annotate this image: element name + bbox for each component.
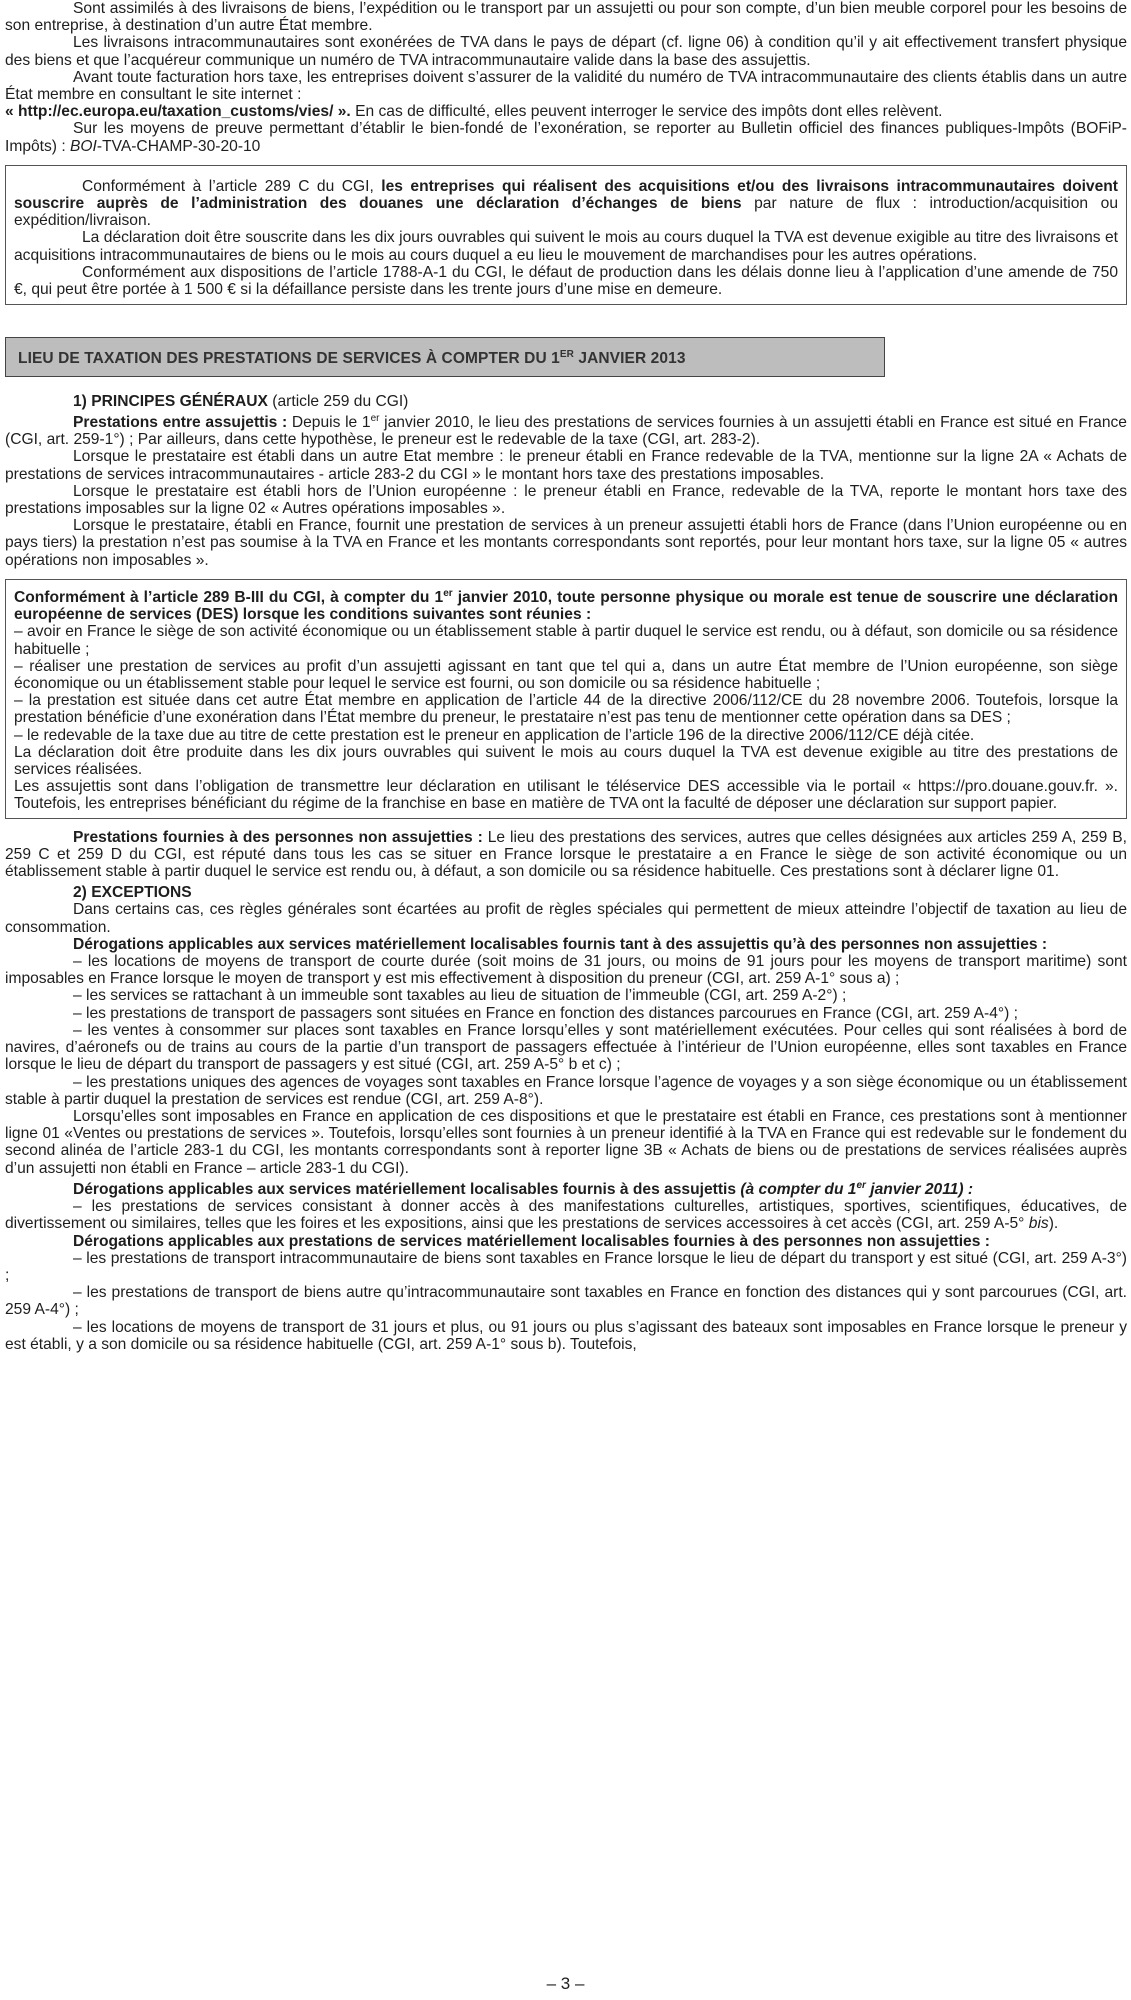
- derogation-1-item: – les ventes à consommer sur places sont taxables en France lorsqu’elles y sont matériellement exécutées. Pour celles qui sont réalisées à bord de navires, d’aéronefs ou de trains au cours de la partie d’un transport de passagers effectuée à l’intérieur de l’Union européenne, elles sont taxables en France lorsque le lieu de départ du transport de passagers y est situé (CGI, art. 259 A-5° b et c) ;: [5, 1021, 1127, 1074]
- derogation-1-item: – les services se rattachant à un immeuble sont taxables au lieu de situation de l’immeuble (CGI, art. 259 A-2°) ;: [73, 987, 847, 1005]
- paragraph-exceptions-intro: Dans certains cas, ces règles générales sont écartées au profit de règles spéciales qui permettent de mieux atteindre l’objectif de taxation au lieu de consommation.: [5, 901, 1127, 936]
- derogation-2-title-text: Dérogations applicables aux services matériellement localisables fournis à des assujettis: [73, 1180, 737, 1198]
- derogation-3-item: – les prestations de transport intracommunautaire de biens sont taxables en France lorsque le lieu de départ du transport y est situé (CGI, art. 259 A-3°) ;: [5, 1249, 1127, 1284]
- paragraph-facturation: [5, 69, 1127, 121]
- paragraph-imposables-france: Lorsqu’elles sont imposables en France en application de ces dispositions et que le prestataire est établi en France, ces prestations sont à mentionner ligne 01 «Ventes ou prestations de services ». Toutefois, lorsqu’elles sont fournies à un preneur identifié à la TVA en France qui est redevable sur le fondement du second alinéa de l’article 283-1 du CGI, les montants correspondants sont à reporter ligne 3B « Achats de biens ou de prestations de services réalisées auprès d’un assujetti non établi en France – article 283-1 du CGI).: [5, 1107, 1127, 1177]
- box2-paragraph-2: Les assujettis sont dans l’obligation de transmettre leur déclaration en utilisant le téléservice DES accessible via le portail « https://pro.douane.gouv.fr. ». Toutefois, les entreprises bénéficiant du régime de la franchise en base en matière de TVA ont la faculté de déposer une déclaration sur support papier.: [14, 778, 1118, 813]
- paragraph-etabli-france: Lorsque le prestataire, établi en France, fournit une prestation de services à un preneur assujetti établi hors de France (dans l’Union européenne ou en pays tiers) la prestation n’est pas soumise à la TVA en France et les montants correspondants sont reportés, pour leur montant hors taxe, sur la ligne 05 « autres opérations non imposables ».: [5, 517, 1127, 569]
- paragraph-hors-ue: Lorsque le prestataire est établi hors de l’Union européenne : le preneur établi en France, redevable de la TVA, reporte le montant hors taxe des prestations imposables sur la ligne 02 « Autres opérations imposables ».: [5, 482, 1127, 518]
- derogation-2-date-a: (à compter du 1: [736, 1180, 857, 1198]
- box1-paragraph-3: Conformément aux dispositions de l’article 1788-A-1 du CGI, le défaut de production dans les délais donne lieu à l’application d’une amende de 750 €, qui peut être portée à 1 500 € si la défaillance persiste dans les trente jours d’une mise en demeure.: [14, 263, 1118, 299]
- facturation-end: En cas de difficulté, elles peuvent interroger le service des impôts dont elles relèvent.: [350, 103, 943, 121]
- entre-assujettis-a: Depuis le 1: [287, 414, 371, 431]
- paragraph-autre-etat: Lorsque le prestataire est établi dans un autre Etat membre : le preneur établi en France redevable de la TVA, mentionne sur la ligne 2A « Achats de prestations de services intracommunautaires - article 283-2 du CGI » le montant hors taxe des prestations imposables.: [5, 448, 1127, 483]
- box-declaration-echanges-biens: [5, 165, 1127, 305]
- derogation-1-title: [5, 936, 1127, 953]
- derogation-3-item: – les locations de moyens de transport de 31 jours et plus, ou 91 jours ou plus s’agissant des bateaux sont imposables en France lorsque le preneur y est établi, y a son domicile ou sa résidence habituelle (CGI, art. 259 A-1° sous b). Toutefois,: [5, 1318, 1127, 1353]
- paragraph-non-assujettis: [5, 829, 1127, 881]
- page-number: – 3 –: [546, 1973, 585, 1993]
- non-assujettis-label: Prestations fournies à des personnes non assujetties :: [73, 828, 483, 846]
- box-des: [5, 579, 1127, 819]
- principes-title-bold: 1) PRINCIPES GÉNÉRAUX: [73, 392, 268, 410]
- exceptions-title: 2) EXCEPTIONS: [73, 884, 192, 902]
- banner-end: JANVIER 2013: [573, 350, 686, 368]
- box2-item: – avoir en France le siège de son activité économique ou un établissement stable à partir duquel le service est rendu, ou à défaut, son domicile ou sa résidence habituelle ;: [14, 623, 1118, 658]
- derogation-3-title-text: Dérogations applicables aux prestations de services matériellement localisables fournies à des personnes non assujetties :: [73, 1232, 990, 1250]
- derogation-1-item: – les prestations de transport de passagers sont situées en France en fonction des distances parcourues en France (CGI, art. 259 A-4°) ;: [73, 1004, 1018, 1022]
- derogation-2-item-a: – les prestations de services consistant à donner accès à des manifestations culturelles, artistiques, sportives, scientifiques, éducatives, de divertissement ou similaires, telles que les foires et les expositions, ainsi que les prestations de services accessoires à cet accès (CGI, art. 259 A-5°: [5, 1198, 1127, 1233]
- derogation-1-item: – les prestations uniques des agences de voyages sont taxables en France lorsque l’agence de voyages y a son siège économique ou un établissement stable à partir duquel la prestation de services est rendue (CGI, art. 259 A-8°).: [5, 1073, 1127, 1108]
- section-principes-title: [5, 393, 1127, 410]
- box1-paragraph-2: La déclaration doit être souscrite dans les dix jours ouvrables qui suivent le mois au cours duquel la TVA est devenue exigible au titre des livraisons et acquisitions intracommunautaires de biens ou le mois au cours duquel a eu lieu le mouvement de marchandises pour les autres opérations.: [14, 229, 1118, 264]
- paragraph-livraisons-exonerees: Les livraisons intracommunautaires sont exonérées de TVA dans le pays de départ (cf. ligne 06) à condition qu’il y ait effectivement transfert physique des biens et que l’acquéreur communique un numéro de TVA intracommunautaire valide dans la base des assujettis.: [5, 34, 1127, 69]
- box2-item: – le redevable de la taxe due au titre de cette prestation est le preneur en application de l’article 196 de la directive 2006/112/CE déjà citée.: [14, 726, 975, 744]
- box1-paragraph-1: [14, 178, 1118, 230]
- non-assujettis-text: Le lieu des prestations des services, autres que celles désignées aux articles 259 A, 259 B, 259 C et 259 D du CGI, est réputé dans tous les cas se situer en France lorsque le prestataire a en France le siège de son activité économique ou un établissement stable à partir duquel le service est rendu ou, à défaut, a son domicile ou sa résidence habituelle. Ces prestations sont à déclarer ligne 01.: [5, 828, 1127, 881]
- section-exceptions-title: [5, 884, 1127, 901]
- box1-bold: les entreprises qui réalisent des acquisitions et/ou des livraisons intracommunautaires doivent souscrire auprès de l’administration des douanes une déclaration d’échanges de biens: [14, 177, 1118, 213]
- box2-paragraph-1: La déclaration doit être produite dans les dix jours ouvrables qui suivent le mois au cours duquel la TVA est devenue exigible au titre des prestations de services réalisées.: [14, 743, 1118, 779]
- box1-end: par nature de flux : introduction/acquisition ou expédition/livraison.: [14, 195, 1118, 230]
- entre-assujettis-c: janvier 2010, le lieu des prestations de services fournies à un assujetti établi en France est situé en France (CGI, art. 259-1°) ; Par ailleurs, dans cette hypothèse, le preneur est le redevable de la taxe (CGI, art. 283-2).: [5, 414, 1127, 449]
- box2-head-a: Conformément à l’article 289 B-III du CGI, à compter du 1: [14, 589, 444, 607]
- box1-intro: Conformément à l’article 289 C du CGI,: [82, 177, 382, 195]
- derogation-2-date-sup: er: [856, 1179, 866, 1191]
- paragraph-moyens-preuve: [5, 120, 1127, 154]
- paragraph-entre-assujettis: [5, 410, 1127, 449]
- entre-assujettis-label: Prestations entre assujettis :: [73, 414, 288, 431]
- derogation-3-item: – les prestations de transport de biens autre qu’intracommunautaire sont taxables en France en fonction des distances qui y sont parcourues (CGI, art. 259 A-4°) ;: [5, 1284, 1127, 1319]
- vies-link[interactable]: « http://ec.europa.eu/taxation_customs/vies/ ».: [5, 103, 351, 121]
- derogation-2-date-b: janvier 2011) :: [865, 1180, 974, 1198]
- paragraph-assimiles: Sont assimilés à des livraisons de biens, l’expédition ou le transport par un assujetti ou pour son compte, d’un bien meuble corporel pour les besoins de son entreprise, à destination d’un autre État membre.: [5, 0, 1127, 35]
- box2-item: – réaliser une prestation de services au profit d’un assujetti agissant en tant que tel qui a, dans un autre État membre de l’Union européenne, son siège économique ou un établissement stable pour lequel le service est fourni, ou son domicile ou sa résidence habituelle ;: [14, 657, 1118, 693]
- derogation-3-title: [5, 1233, 1127, 1250]
- principes-title-ref: (article 259 du CGI): [267, 392, 409, 410]
- boi-ref: BOI: [70, 137, 97, 155]
- derogation-1-item: – les locations de moyens de transport de courte durée (soit moins de 31 jours, ou moins de 91 jours pour les moyens de transport maritime) sont imposables en France lorsque le moyen de transport y est mis effectivement à disposition du preneur (CGI, art. 259 A-1° sous a) ;: [5, 953, 1127, 988]
- section-banner: [5, 337, 885, 376]
- banner-sup: ER: [559, 349, 574, 361]
- derogation-2-item-bis: bis: [1028, 1215, 1049, 1233]
- box2-heading: [14, 585, 1118, 624]
- banner-text: LIEU DE TAXATION DES PRESTATIONS DE SERVICES À COMPTER DU 1: [18, 350, 560, 368]
- box2-head-sup: er: [443, 587, 453, 599]
- derogation-2-item-b: ).: [1048, 1215, 1059, 1233]
- boi-ref-end: -TVA-CHAMP-30-20-10: [96, 137, 261, 155]
- derogation-2-title: [5, 1177, 1127, 1198]
- facturation-text: Avant toute facturation hors taxe, les entreprises doivent s’assurer de la validité du numéro de TVA intracommunautaire des clients établis dans un autre État membre en consultant le site internet :: [5, 68, 1127, 104]
- derogation-2-item: [5, 1198, 1127, 1232]
- derogation-1-title-text: Dérogations applicables aux services matériellement localisables fournis tant à des assujettis qu’à des personnes non assujetties :: [73, 935, 1048, 953]
- box2-item: – la prestation est située dans cet autre État membre en application de l’article 44 de la directive 2006/112/CE du 28 novembre 2006. Toutefois, lorsque la prestation bénéficie d’une exonération dans l’État membre du preneur, le prestataire n’est pas tenu de mentionner cette opération dans sa DES ;: [14, 692, 1118, 727]
- preuve-text: Sur les moyens de preuve permettant d’établir le bien-fondé de l’exonération, se reporter au Bulletin officiel des finances publiques-Impôts (BOFiP-Impôts) :: [5, 120, 1127, 155]
- entre-assujettis-sup: er: [370, 412, 380, 424]
- box2-head-b: janvier 2010, toute personne physique ou morale est tenue de souscrire une déclaration européenne de services (DES) lorsque les conditions suivantes sont réunies :: [14, 589, 1118, 624]
